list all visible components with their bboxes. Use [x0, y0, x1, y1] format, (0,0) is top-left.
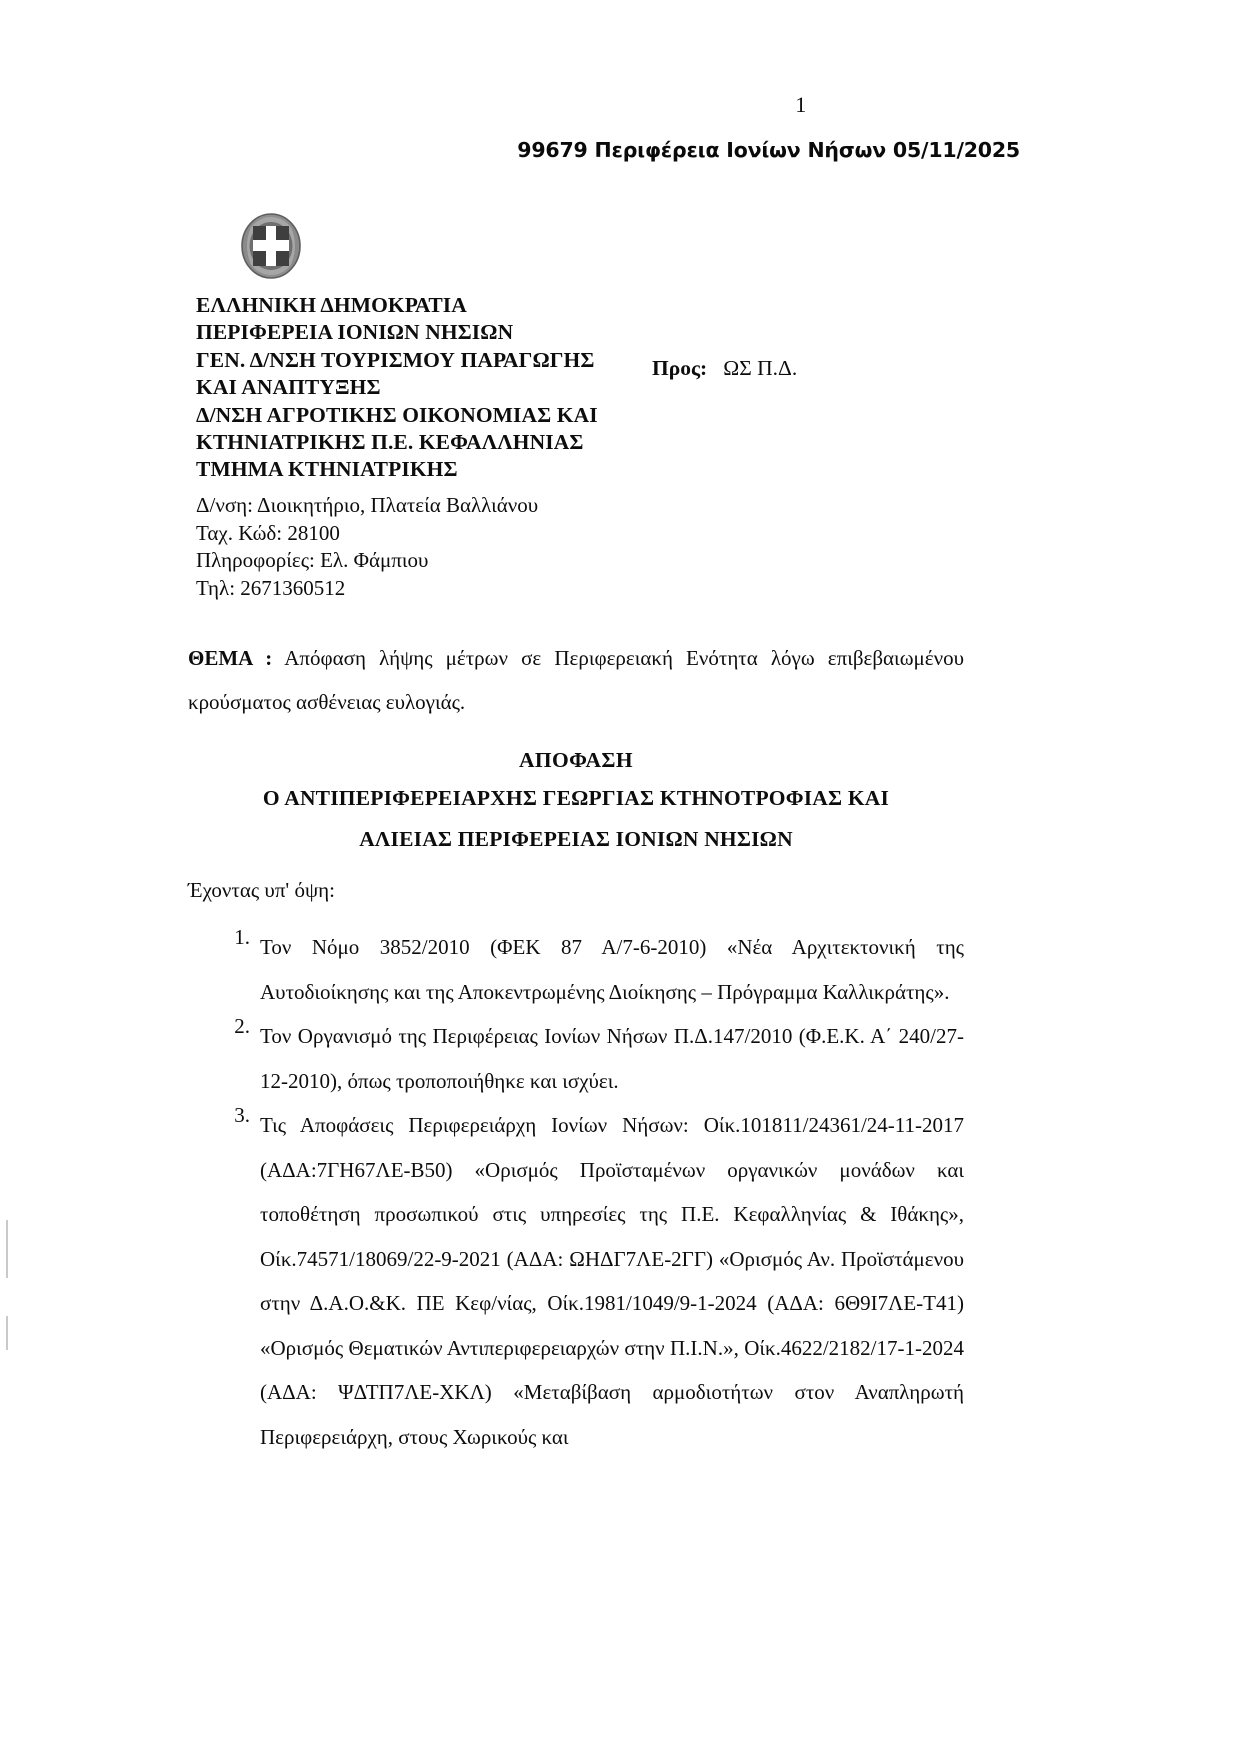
- recipient-value: ΩΣ Π.Δ.: [723, 356, 798, 380]
- issuing-authority-line-2: ΑΛΙΕΙΑΣ ΠΕΡΙΦΕΡΕΙΑΣ ΙΟΝΙΩΝ ΝΗΣΙΩΝ: [359, 827, 793, 851]
- list-item: [188, 1014, 964, 1103]
- issuing-authority-line-1: Ο ΑΝΤΙΠΕΡΙΦΕΡΕΙΑΡΧΗΣ ΓΕΩΡΓΙΑΣ ΚΤΗΝΟΤΡΟΦΙΑΣ ΚΑΙ: [262, 786, 890, 810]
- letterhead-line: ΤΜΗΜΑ ΚΤΗΝΙΑΤΡΙΚΗΣ: [196, 457, 458, 482]
- greek-republic-emblem-icon: [240, 212, 302, 280]
- contact-postal-code: Ταχ. Κώδ: 28100: [196, 520, 340, 545]
- subject-text: Απόφαση λήψης μέτρων σε Περιφερειακή Ενότητα λόγω επιβεβαιωμένου κρούσματος ασθένειας ευλογιάς.: [188, 646, 964, 714]
- scan-edge-mark: [6, 1220, 8, 1278]
- letterhead-block: [196, 292, 626, 484]
- clipped-footer-artifact: [0, 1729, 1242, 1755]
- letterhead-line: ΚΑΙ ΑΝΑΠΤΥΞΗΣ: [196, 375, 381, 400]
- clause-text: Τον Οργανισμό της Περιφέρειας Ιονίων Νήσων Π.Δ.147/2010 (Φ.Ε.Κ. Α΄ 240/27-12-2010), όπως τροποποιήθηκε και ισχύει.: [260, 1024, 964, 1093]
- clause-text: Τον Νόμο 3852/2010 (ΦΕΚ 87 Α/7-6-2010) «Νέα Αρχιτεκτονική της Αυτοδιοίκησης και της Αποκεντρωμένης Διοίκησης – Πρόγραμμα Καλλικράτης».: [260, 935, 964, 1004]
- letterhead-line: ΠΕΡΙΦΕΡΕΙΑ ΙΟΝΙΩΝ ΝΗΣΙΩΝ: [196, 320, 514, 345]
- letterhead-line: ΚΤΗΝΙΑΤΡΙΚΗΣ Π.Ε. ΚΕΦΑΛΛΗΝΙΑΣ: [196, 430, 584, 455]
- preamble-text: Έχοντας υπ' όψη:: [188, 878, 335, 902]
- subject-block: [188, 636, 964, 724]
- clause-number: 3.: [234, 1103, 250, 1127]
- protocol-stamp-line: 99679 Περιφέρεια Ιονίων Νήσων 05/11/2025: [517, 138, 1020, 162]
- page-number: 1: [795, 92, 807, 117]
- clause-number: 2.: [234, 1014, 250, 1038]
- list-item: [188, 1103, 964, 1459]
- subject-label: ΘΕΜΑ :: [188, 646, 273, 670]
- legal-basis-list: [188, 925, 964, 1459]
- contact-info-person: Πληροφορίες: Ελ. Φάμπιου: [196, 548, 429, 572]
- letterhead-line: ΓΕΝ. Δ/ΝΣΗ ΤΟΥΡΙΣΜΟΥ ΠΑΡΑΓΩΓΗΣ: [196, 347, 595, 372]
- letterhead-line: Δ/ΝΣΗ ΑΓΡΟΤΙΚΗΣ ΟΙΚΟΝΟΜΙΑΣ ΚΑΙ: [196, 402, 598, 427]
- letterhead-line: ΕΛΛΗΝΙΚΗ ΔΗΜΟΚΡΑΤΙΑ: [196, 293, 467, 317]
- recipient-block: [652, 355, 797, 382]
- scan-edge-mark: [6, 1316, 8, 1350]
- list-item: [188, 925, 964, 1014]
- contact-details-block: [196, 492, 538, 602]
- clause-number: 1.: [234, 925, 250, 949]
- clause-text: Τις Αποφάσεις Περιφερειάρχη Ιονίων Νήσων: Οίκ.101811/24361/24-11-2017 (ΑΔΑ:7ΓΗ67ΛΕ-Β50) «Ορισμός Προϊσταμένων οργανικών μονάδων και τοποθέτηση προσωπικού στις υπηρεσίες της Π.Ε. Κεφαλληνίας & Ιθάκης», Οίκ.74571/18069/22-9-2021 (ΑΔΑ: ΩΗΔΓ7ΛΕ-2ΓΓ) «Ορισμός Αν. Προϊστάμενου στην Δ.Α.Ο.&Κ. ΠΕ Κεφ/νίας, Οίκ.1981/1049/9-1-2024 (ΑΔΑ: 6Θ9Ι7ΛΕ-Τ41) «Ορισμός Θεματικών Αντιπεριφερειαρχών στην Π.Ι.Ν.», Οίκ.4622/2182/17-1-2024 (ΑΔΑ: ΨΔΤΠ7ΛΕ-ΧΚΛ) «Μεταβίβαση αρμοδιοτήτων στον Αναπληρωτή Περιφερειάρχη, στους Χωρικούς και: [260, 1113, 964, 1449]
- decision-title: ΑΠΟΦΑΣΗ: [518, 748, 634, 772]
- contact-phone: Τηλ: 2671360512: [196, 575, 346, 600]
- recipient-label: Προς:: [652, 356, 708, 380]
- contact-address: Δ/νση: Διοικητήριο, Πλατεία Βαλλιάνου: [196, 493, 539, 517]
